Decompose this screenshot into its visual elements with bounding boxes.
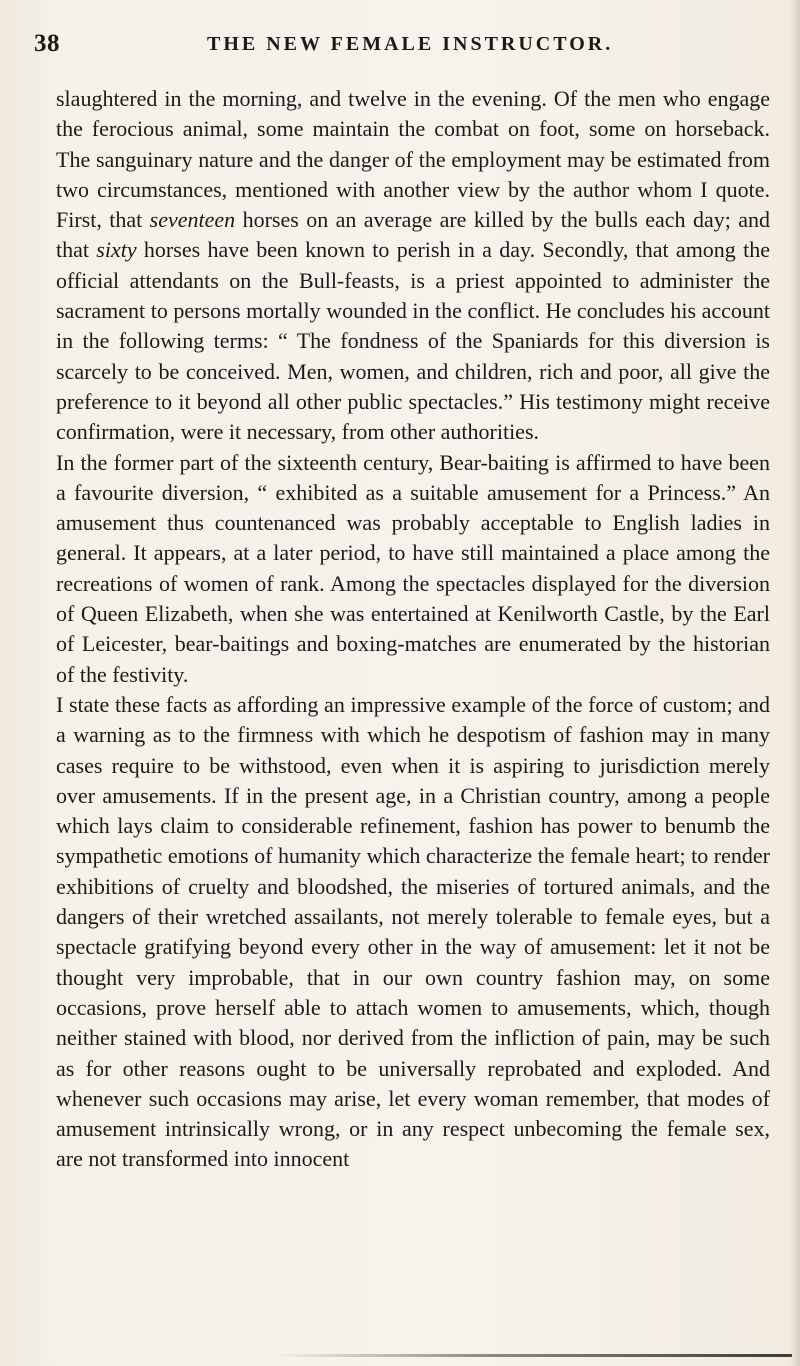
page-header — [34, 30, 762, 60]
paragraph-3: I state these facts as affording an impressive example of the force of custom; and a warning as to the firmness with which he despotism of fashion may in many cases require to be withstood, even when it is aspiring to jurisdiction merely over amusements. If in the present age, in a Christian country, among a people which lays claim to considerable refinement, fashion has power to benumb the sympathetic emotions of humanity which characterize the female heart; to render exhibitions of cruelty and bloodshed, the miseries of tortured animals, and the dangers of their wretched assailants, not merely tolerable to female eyes, but a spectacle gratifying beyond every other in the way of amusement: let it not be thought very improbable, that in our own country fashion may, on some occasions, prove herself able to attach women to amusements, which, though neither stained with blood, nor derived from the infliction of pain, may be such as for other reasons ought to be universally reprobated and exploded. And whenever such occasions may arise, let every woman remember, that modes of amusement intrinsically wrong, or in any respect unbecoming the female sex, are not transformed into innocent — [56, 691, 770, 1172]
italic-sixty: sixty — [96, 237, 137, 263]
paragraph-2: In the former part of the sixteenth century, Bear-baiting is affirmed to have been a favourite diversion, “ exhibited as a suitable amusement for a Princess.” An amusement thus countenanced was probably acceptable to English ladies in general. It appears, at a later period, to have still maintained a place among the recreations of women of rank. Among the spectacles displayed for the diversion of Queen Elizabeth, when she was entertained at Kenilworth Castle, by the Earl of Leicester, bear-baitings and boxing-matches are enumerated by the historian of the festivity. — [56, 449, 770, 687]
paragraph-1-text-c: horses have been known to perish in a day. Secondly, that among the official attendants on the Bull-feasts, is a priest appointed to administer the sacrament to persons mortally wounded in the conflict. He concludes his account in the following terms: “ The fondness of the Spaniards for this diversion is scarcely to be conceived. Men, women, and children, rich and poor, all give the preference to it beyond all other public spectacles.” His testimony might receive confirmation, were it necessary, from other authorities. — [56, 237, 770, 445]
italic-seventeen: seventeen — [149, 207, 236, 233]
body-text — [56, 84, 770, 1175]
bottom-rule — [270, 1354, 792, 1357]
page-edge-shadow — [790, 0, 800, 1366]
running-title: THE NEW FEMALE INSTRUCTOR. — [207, 33, 614, 55]
paragraph-1 — [56, 84, 770, 448]
paragraph-1-text-b: horses on an average are killed by the bulls each day; and that — [56, 207, 770, 263]
paragraph-1-text-a: slaughtered in the morning, and twelve in the evening. Of the men who engage the ferocious animal, some maintain the combat on foot, some on horseback. The sanguinary nature and the danger of the employment may be estimated from two circumstances, mentioned with another view by the author whom I quote. First, that — [56, 86, 770, 233]
page-number: 38 — [34, 30, 60, 57]
